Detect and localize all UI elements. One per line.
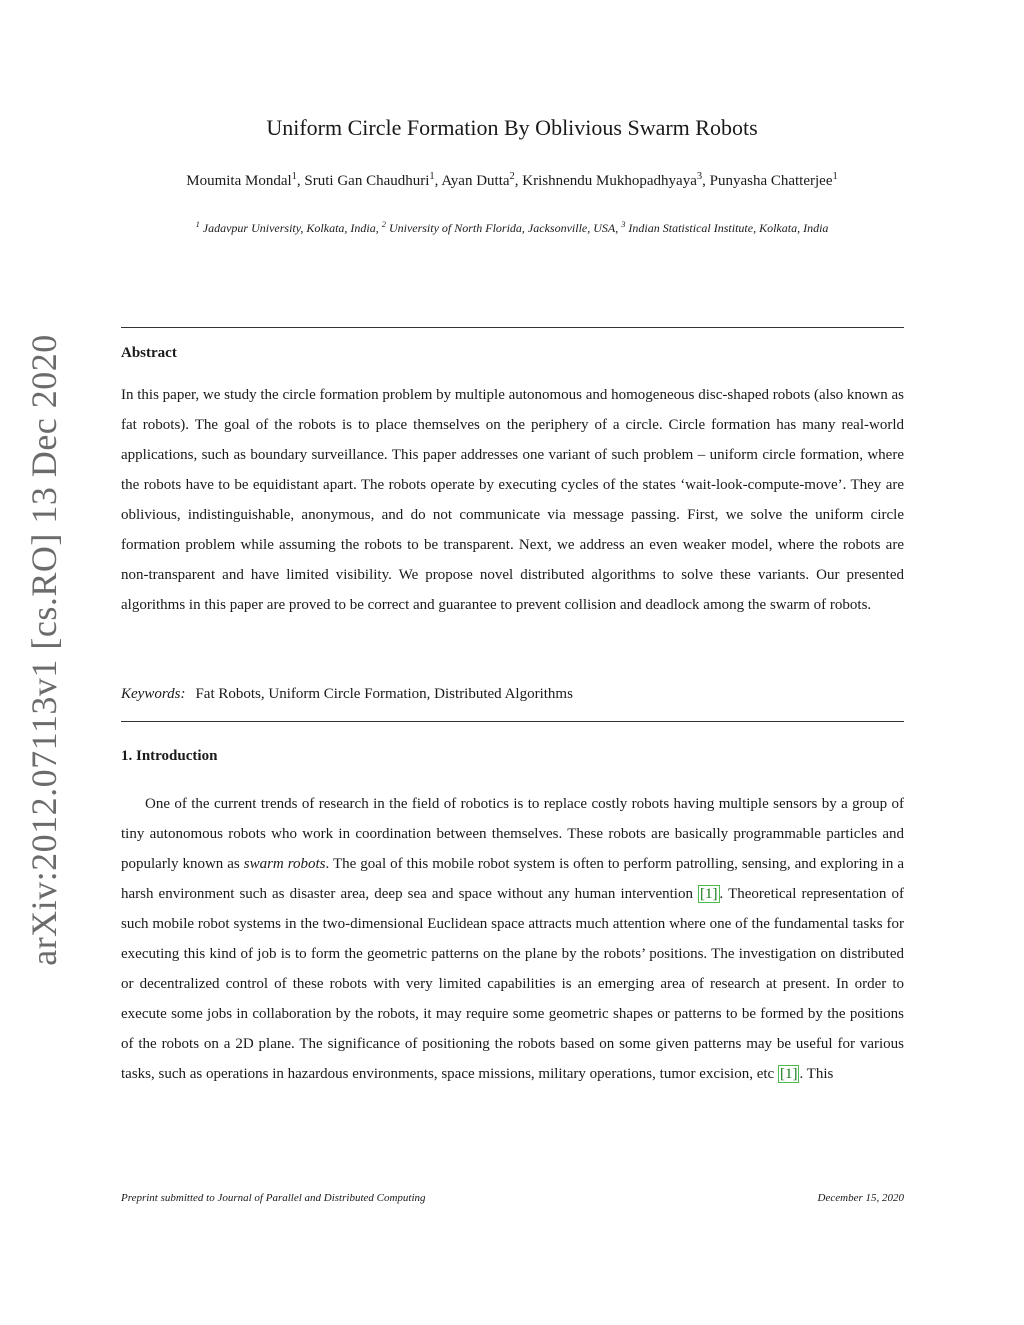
introduction-paragraph: One of the current trends of research in the field of robotics is to replace costly robots having multiple sensors by a group of tiny autonomous robots who work in coordination between themselves. These robots are basically programmable particles and popularly known as swarm robots. The goal of this mobile robot system is often to perform patrolling, sensing, and exploring in a harsh environment such as disaster area, deep sea and space without any human intervention [1] . Theoretical representation of such mobile robot systems in the two-dimensional Euclidean space attracts much attention where one of the fundamental tasks for executing this kind of job is to form the geometric patterns on the plane by the robots’ positions. The investigation on distributed or decentralized control of these robots with very limited capabilities is an emerging area of research at present. In order to execute some jobs in collaboration by the robots, it may require some geometric shapes or patterns to be formed by the positions of the robots on a 2D plane. The significance of positioning the robots based on some given patterns may be useful for various tasks, such as operations in hazardous environments, space missions, military operations, tumor excision, etc [1] . This	[121, 796, 904, 1082]
paper-title: Uniform Circle Formation By Oblivious Swarm Robots	[266, 115, 758, 140]
author: Krishnendu Mukhopadhyaya$^3$,	[522, 171, 710, 189]
citation-link[interactable]: [1]	[779, 1066, 798, 1082]
abstract-bottom-rule	[121, 721, 904, 722]
abstract-heading: Abstract	[121, 345, 177, 361]
footer-date: December 15, 2020	[817, 1192, 904, 1204]
keywords-label: Keywords:	[121, 686, 186, 702]
affiliation: $^1$ Jadavpur University, Kolkata, India,	[195, 220, 379, 235]
abstract-top-rule	[121, 327, 904, 328]
affiliation: $^2$ University of North Florida, Jacksonville, USA,	[381, 220, 619, 235]
keywords	[121, 686, 573, 703]
author-list	[140, 171, 884, 191]
author: Ayan Dutta$^2$,	[441, 171, 523, 189]
footer-preprint-note: Preprint submitted to Journal of Parallel and Distributed Computing	[121, 1192, 426, 1204]
affiliations	[120, 220, 904, 236]
author: Punyasha Chatterjee$^1$	[709, 171, 838, 189]
affiliation: $^3$ Indian Statistical Institute, Kolkata, India	[621, 220, 829, 235]
arxiv-side-stamp: arXiv:2012.07113v1 [cs.RO] 13 Dec 2020	[24, 334, 64, 966]
section-heading-introduction: 1. Introduction	[121, 748, 218, 764]
author: Moumita Mondal$^1$,	[186, 171, 305, 189]
emphasis-swarm-robots: swarm robots	[243, 856, 326, 872]
citation-link[interactable]: [1]	[700, 886, 718, 902]
keywords-text: Fat Robots, Uniform Circle Formation, Distributed Algorithms	[195, 686, 573, 702]
abstract-body: In this paper, we study the circle formation problem by multiple autonomous and homogeneous disc-shaped robots (also known as fat robots). The goal of the robots is to place themselves on the periphery of a circle. Circle formation has many real-world applications, such as boundary surveillance. This paper addresses one variant of such problem – uniform circle formation, where the robots have to be equidistant apart. The robots operate by executing cycles of the states ‘wait-look-compute-move’. They are oblivious, indistinguishable, anonymous, and do not communicate via message passing. First, we solve the uniform circle formation problem while assuming the robots to be transparent. Next, we address an even weaker model, where the robots are non-transparent and have limited visibility. We propose novel distributed algorithms to solve these variants. Our presented algorithms in this paper are proved to be correct and guarantee to prevent collision and deadlock among the swarm of robots.	[121, 387, 904, 613]
author: Sruti Gan Chaudhuri$^1$,	[304, 171, 442, 189]
